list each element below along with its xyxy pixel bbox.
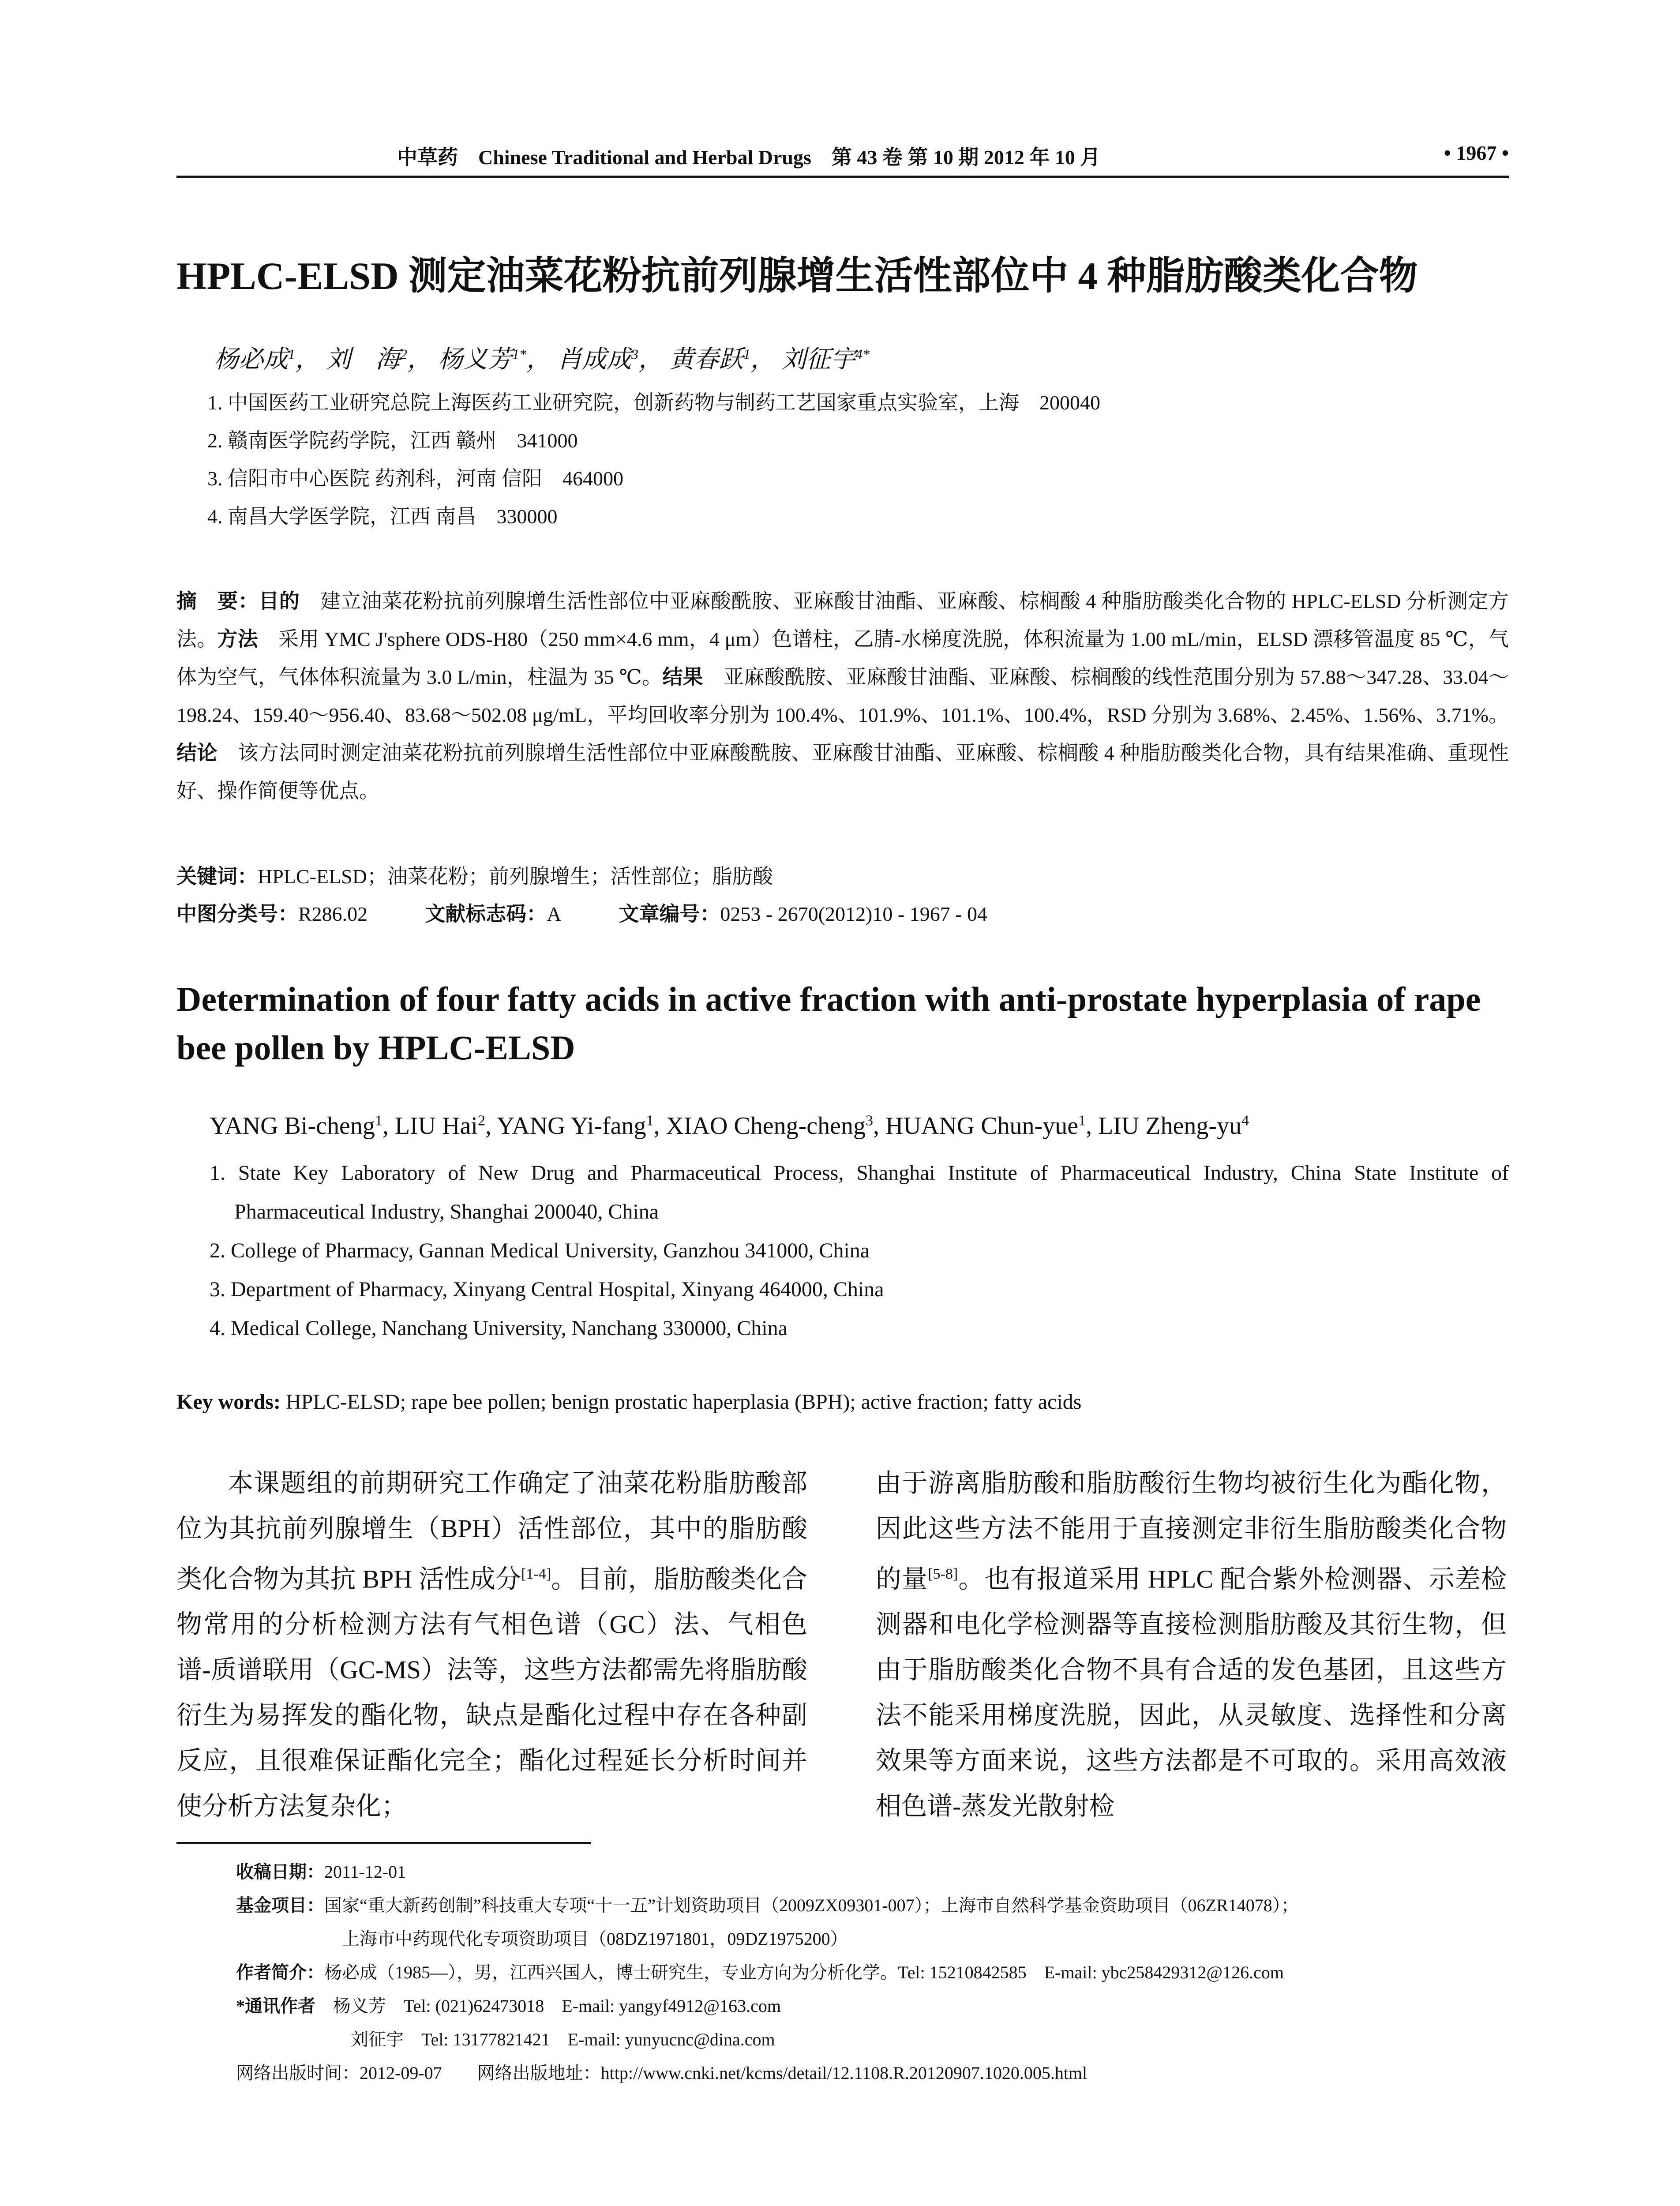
affiliation-item: 2. College of Pharmacy, Gannan Medical University, Ganzhou 341000, China [210,1239,870,1262]
author-name: YANG Yi-fang [496,1112,646,1140]
footnote-label: 基金项目： [236,1895,324,1915]
conclusion-label: 结论 [176,742,218,764]
keywords-label: 关键词： [176,865,258,888]
classification-line [176,898,987,927]
author-sup: 4* [855,346,870,362]
author-sup: 1 [1078,1112,1086,1129]
methods-label: 方法 [217,628,258,650]
footnote-text: 杨必成（1985—），男，江西兴国人，博士研究生，专业方向为分析化学。Tel: 15210842585 E-mail: ybc258429312@126.com [324,1962,1284,1982]
author-sup: 1* [512,346,526,362]
page-number: • 1967 • [1444,142,1509,164]
body-text: 本课题组的前期研究工作确定了油菜花粉脂肪酸部位为其抗前列腺增生（BPH）活性部位，其中的脂肪酸类化合物为其抗 BPH 活性成分 [176,1469,807,1594]
author-sup: 1 [288,346,295,362]
body-text: 由于游离脂肪酸和脂肪酸衍生物均被衍生化为酯化物，因此这些方法不能用于直接测定非衍生脂肪酸类化合物的量 [876,1469,1507,1594]
affiliation-item: 1. State Key Laboratory of New Drug and Pharmaceutical Process, Shanghai Institute of Pharmaceutical Industry, China State Institute of Pharmaceutical Industry, Shanghai 200040, China [210,1161,1509,1223]
footnote-rule [176,1842,591,1844]
footnote-text: 杨义芳 Tel: (021)62473018 E-mail: yangyf4912@163.com [315,1996,781,2016]
author-bio [236,1956,1509,1989]
online-publication[interactable]: 网络出版时间：2012-09-07 网络出版地址：http://www.cnki.net/kcms/detail/12.1108.R.20120907.1020.005.html [236,2063,1088,2083]
keywords-text: HPLC-ELSD; rape bee pollen; benign prostatic haperplasia (BPH); active fraction; fatty acids [280,1390,1082,1414]
keywords-english [176,1390,1509,1414]
body-text: 。也有报道采用 HPLC 配合紫外检测器、示差检测器和电化学检测器等直接检测脂肪酸及其衍生物，但由于脂肪酸类化合物不具有合适的发色基团，且这些方法不能采用梯度洗脱，因此，从灵敏度、选择性和分离效果等方面来说，这些方法都是不可取的。采用高效液相色谱-蒸发光散射检 [876,1564,1507,1821]
methods-text: 采用 YMC J'sphere ODS-H80（250 mm×4.6 mm，4 μm）色谱柱，乙腈-水梯度洗脱，体积流量为 1.00 mL/min，ELSD 漂移管温度 85 ℃，气体为空气，气体体积流量为 3.0 L/min，柱温为 35 ℃。 [176,628,1509,688]
objective-label: 目的 [259,590,300,612]
author-sup: 3 [866,1112,873,1129]
running-header [176,141,1509,172]
author-name: LIU Zheng-yu [1098,1112,1242,1140]
affiliation-item: 2. 赣南医学院药学院，江西 赣州 341000 [207,429,578,452]
author-name: YANG Bi-cheng [210,1112,375,1140]
author-name: XIAO Cheng-cheng [666,1112,866,1140]
affiliation-item: 4. Medical College, Nanchang University, Nanchang 330000, China [210,1317,788,1340]
author-sup: 2 [477,1112,485,1129]
author-name: 肖成成 [557,346,631,373]
body-column-right [876,1460,1507,1829]
author-sup: 1 [743,346,750,362]
author-name: 刘 海 [326,346,400,373]
author-name: LIU Hai [394,1112,478,1140]
author-sup: 1 [646,1112,654,1129]
clc-label: 中图分类号： [176,903,298,925]
body-column-left [176,1460,807,1829]
author-name: 黄春跃 [669,346,743,373]
fund-info [236,1889,1509,1922]
author-name: 刘征宇 [781,346,855,373]
footnote-text: 2011-12-01 [324,1862,406,1882]
author-sup: 2 [400,346,407,362]
header-rule [176,176,1509,178]
received-date [236,1855,1509,1889]
doc-code-label: 文献标志码： [425,903,547,925]
clc-value: R286.02 [298,903,368,925]
author-sup: 4 [1241,1112,1249,1129]
abstract-chinese [176,582,1509,810]
abstract-label: 摘 要： [176,590,259,612]
body-text: 。目前，脂肪酸类化合物常用的分析检测方法有气相色谱（GC）法、气相色谱-质谱联用（GC-MS）法等，这些方法都需先将脂肪酸衍生为易挥发的酯化物，缺点是酯化过程中存在各种副反应，且很难保证酯化完全；酯化过程延长分析时间并使分析方法复杂化； [176,1564,807,1821]
author-name: 杨必成 [214,346,288,373]
keywords-text: HPLC-ELSD；油菜花粉；前列腺增生；活性部位；脂肪酸 [258,865,773,888]
footnotes [236,1855,1509,2090]
doc-code-value: A [547,903,562,925]
body-paragraph [176,1460,807,1829]
title-chinese: HPLC-ELSD 测定油菜花粉抗前列腺增生活性部位中 4 种脂肪酸类化合物 [176,255,1418,298]
affiliations-chinese [207,384,1100,536]
author-sup: 3 [631,346,638,362]
affiliation-item: 3. Department of Pharmacy, Xinyang Central Hospital, Xinyang 464000, China [210,1278,884,1301]
authors-chinese: 杨必成$^1$， 刘 海$^2$， 杨义芳$^{1*}$， 肖成成$^3$， 黄春跃$^1$， 刘征宇$^{4*}$ [214,346,870,373]
affiliation-item: 1. 中国医药工业研究总院上海医药工业研究院，创新药物与制药工艺国家重点实验室，上海 200040 [207,391,1100,414]
footnote-label: 作者简介： [236,1962,324,1982]
results-label: 结果 [662,666,703,688]
author-name: HUANG Chun-yue [885,1112,1079,1140]
keywords-chinese [176,860,773,889]
author-sup: 1 [375,1112,382,1129]
title-english: Determination of four fatty acids in active fraction with anti-prostate hyperplasia of rape bee pollen by HPLC-ELSD [176,980,1481,1067]
article-id-label: 文章编号： [619,903,720,925]
affiliations-english [210,1154,1509,1348]
journal-header: 中草药 Chinese Traditional and Herbal Drugs 第 43 卷 第 10 期 2012 年 10 月 [397,146,1101,169]
authors-english: YANG Bi-cheng$^1$, LIU Hai$^2$, YANG Yi-fang$^1$, XIAO Cheng-cheng$^3$, HUANG Chun-yue$^1$, LIU Zheng-$yu^4$ [210,1112,1249,1140]
fund-info-cont: 上海市中药现代化专项资助项目（08DZ1971801，09DZ1975200） [342,1929,848,1949]
footnote-label: 收稿日期： [236,1862,324,1882]
author-name: 杨义芳 [438,346,512,373]
citation[interactable]: [5-8] [928,1566,958,1582]
results-text: 亚麻酸酰胺、亚麻酸甘油酯、亚麻酸、棕榈酸的线性范围分别为 57.88～347.28、33.04～198.24、159.40～956.40、83.68～502.08 μg/mL，平均回收率分别为 100.4%、101.9%、101.1%、100.4%，RSD 分别为 3.68%、2.45%、1.56%、3.71%。 [176,666,1509,726]
article-id-value: 0253 - 2670(2012)10 - 1967 - 04 [720,903,988,925]
conclusion-text: 该方法同时测定油菜花粉抗前列腺增生活性部位中亚麻酸酰胺、亚麻酸甘油酯、亚麻酸、棕榈酸 4 种脂肪酸类化合物，具有结果准确、重现性好、操作简便等优点。 [176,742,1509,802]
citation[interactable]: [1-4] [521,1566,551,1582]
corresponding-author-cont: 刘征宇 Tel: 13177821421 E-mail: yunyucnc@dina.com [351,2030,775,2049]
corresponding-author [236,1989,1509,2023]
affiliation-item: 4. 南昌大学医学院，江西 南昌 330000 [207,505,558,528]
footnote-label: *通讯作者 [236,1996,315,2016]
footnote-text: 国家“重大新药创制”科技重大专项“十一五”计划资助项目（2009ZX09301-007）；上海市自然科学基金资助项目（06ZR14078）； [324,1895,1299,1915]
keywords-label: Key words: [176,1390,281,1414]
affiliation-item: 3. 信阳市中心医院 药剂科，河南 信阳 464000 [207,467,623,490]
objective-text: 建立油菜花粉抗前列腺增生活性部位中亚麻酸酰胺、亚麻酸甘油酯、亚麻酸、棕榈酸 4 种脂肪酸类化合物的 HPLC-ELSD 分析测定方法。 [176,590,1509,650]
body-paragraph [876,1460,1507,1829]
